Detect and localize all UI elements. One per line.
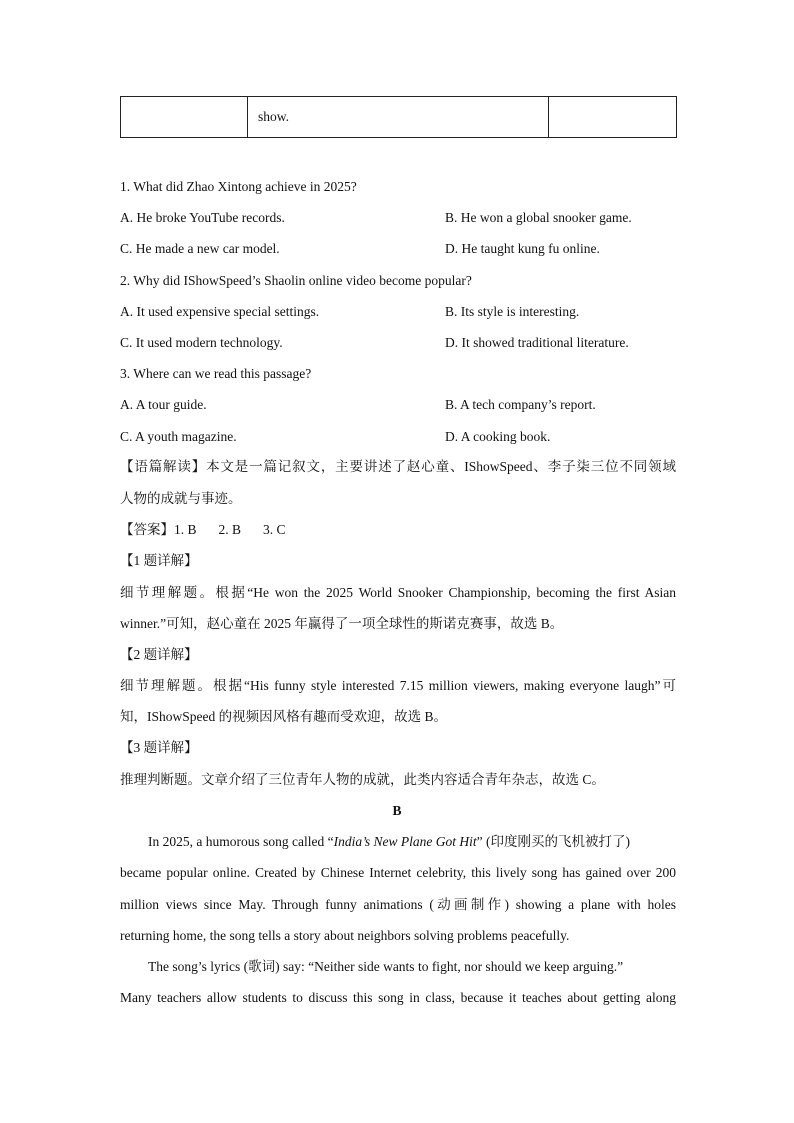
- question-2-option-a: A. It used expensive special settings.: [120, 304, 320, 319]
- question-2-option-b: B. Its style is interesting.: [445, 304, 580, 319]
- question-1-option-d: D. He taught kung fu online.: [445, 241, 600, 256]
- passage-b-line-5: The song’s lyrics (歌词) say: “Neither side wants to fight, nor should we keep arguing.”: [148, 959, 624, 974]
- table-cell-2: show.: [248, 97, 549, 138]
- passage-b-line-1-post: ” (印度刚买的飞机被打了): [476, 834, 630, 849]
- question-3-option-a: A. A tour guide.: [120, 397, 207, 412]
- q1-detail-heading: 【1 题详解】: [120, 553, 198, 568]
- q1-detail-line-2: winner.”可知，赵心童在 2025 年赢得了一项全球性的斯诺克赛事，故选 B。: [120, 616, 564, 631]
- table-cell-3: [549, 97, 677, 138]
- q2-detail-heading: 【2 题详解】: [120, 647, 198, 662]
- passage-b-line-1-pre: In 2025, a humorous song called “: [148, 834, 334, 849]
- question-2-option-c: C. It used modern technology.: [120, 335, 283, 350]
- answer-2: 2. B: [218, 522, 242, 537]
- question-2-option-d: D. It showed traditional literature.: [445, 335, 629, 350]
- passage-b-line-6: Many teachers allow students to discuss this song in class, because it teaches about getting along: [120, 990, 676, 1005]
- table-cell-1: [121, 97, 248, 138]
- q2-detail-line-1: 细节理解题。根据“His funny style interested 7.15 million viewers, making everyone laugh”可: [120, 678, 676, 693]
- question-1-option-a: A. He broke YouTube records.: [120, 210, 285, 225]
- answers-label: 【答案】: [120, 522, 174, 537]
- q3-detail-line-1: 推理判断题。文章介绍了三位青年人物的成就，此类内容适合青年杂志，故选 C。: [120, 772, 605, 787]
- answer-1: 1. B: [174, 522, 197, 537]
- question-1-option-c: C. He made a new car model.: [120, 241, 280, 256]
- q1-detail-line-1: 细节理解题。根据“He won the 2025 World Snooker Championship, becoming the first Asian: [120, 585, 676, 600]
- q3-detail-heading: 【3 题详解】: [120, 740, 198, 755]
- question-3-option-b: B. A tech company’s report.: [445, 397, 596, 412]
- question-3-option-c: C. A youth magazine.: [120, 429, 237, 444]
- interpretation-line-1: 【语篇解读】本文是一篇记叙文，主要讲述了赵心童、IShowSpeed、李子柒三位不同领域: [120, 459, 676, 474]
- q2-detail-line-2: 知，IShowSpeed 的视频因风格有趣而受欢迎，故选 B。: [120, 709, 447, 724]
- question-1-option-b: B. He won a global snooker game.: [445, 210, 632, 225]
- question-3-stem: 3. Where can we read this passage?: [120, 366, 312, 381]
- answer-3: 3. C: [263, 522, 286, 537]
- passage-b-line-2: became popular online. Created by Chinese Internet celebrity, this lively song has gained over 200: [120, 865, 676, 880]
- question-1-stem: 1. What did Zhao Xintong achieve in 2025?: [120, 179, 357, 194]
- question-3-option-d: D. A cooking book.: [445, 429, 551, 444]
- continuation-table: [120, 96, 677, 138]
- table-row: [121, 97, 677, 138]
- passage-b-line-4: returning home, the song tells a story about neighbors solving problems peacefully.: [120, 928, 570, 943]
- interpretation-line-2: 人物的成就与事迹。: [120, 491, 242, 506]
- song-title: India’s New Plane Got Hit: [333, 834, 477, 849]
- passage-b-line-1: [148, 835, 630, 849]
- question-2-stem: 2. Why did IShowSpeed’s Shaolin online video become popular?: [120, 273, 472, 288]
- section-b-heading: B: [392, 803, 402, 818]
- passage-b-line-3: million views since May. Through funny animations (动画制作) showing a plane with holes: [120, 897, 676, 912]
- answer-line: [120, 523, 286, 537]
